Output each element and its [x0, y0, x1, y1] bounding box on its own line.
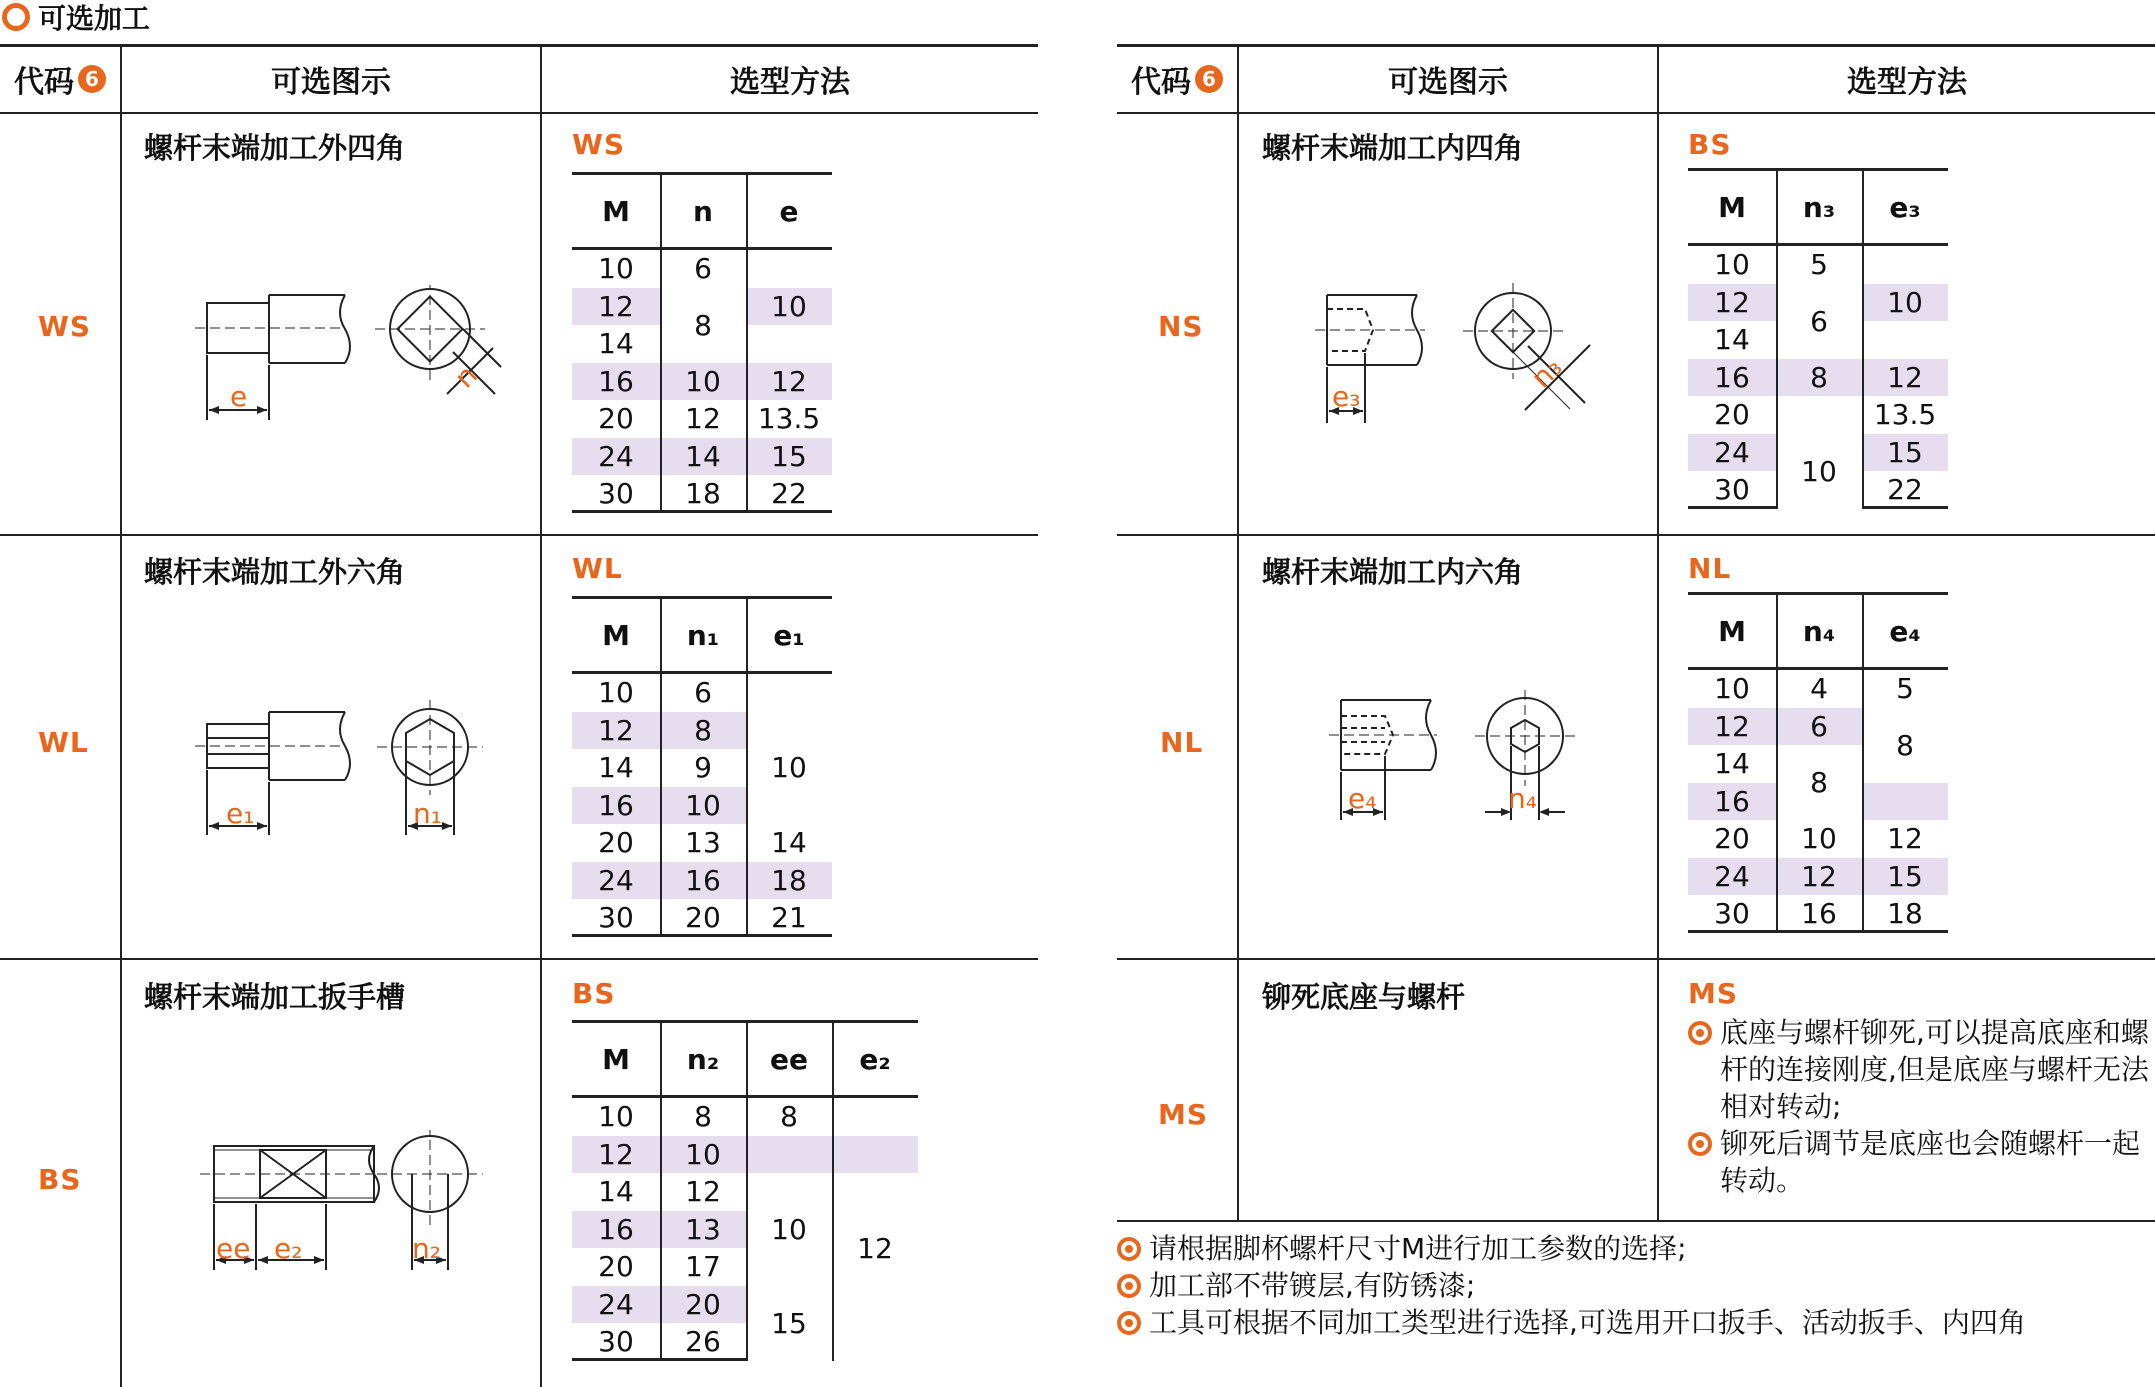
table-col-header: e₃ — [1889, 190, 1921, 224]
table-cell: 16 — [598, 1212, 634, 1246]
section-title-text: 可选加工 — [38, 2, 151, 35]
right-col-divider-1 — [1237, 44, 1239, 1220]
code-ws: WS — [38, 310, 92, 343]
table-col-header: e — [779, 194, 799, 228]
method-code-bs: BS — [572, 977, 616, 1010]
desc-ns: 螺杆末端加工内四角 — [1262, 131, 1524, 165]
right-bottom-border — [1117, 1220, 2155, 1222]
table-cell: 18 — [685, 477, 721, 511]
table-cell: 15 — [771, 439, 807, 473]
table-cell: 14 — [1714, 323, 1750, 357]
table-cell: 4 — [1810, 672, 1828, 706]
table-cell: 12 — [685, 1175, 721, 1209]
table-col-header: M — [1718, 614, 1746, 648]
table-ws — [572, 172, 832, 513]
table-cell: 22 — [1887, 473, 1923, 507]
table-cell: 10 — [598, 676, 634, 710]
dim-label-e1: e₁ — [226, 797, 255, 830]
left-header-code — [0, 46, 120, 112]
table-cell: 16 — [1714, 360, 1750, 394]
table-cell: 30 — [1714, 897, 1750, 931]
table-cell: 14 — [598, 1175, 634, 1209]
method-code-ws: WS — [572, 128, 626, 161]
table-col-header: n₂ — [686, 1042, 720, 1076]
table-cell: 13 — [685, 1212, 721, 1246]
bullet-icon — [1117, 1311, 1141, 1335]
right-header-border — [1117, 112, 2155, 114]
left-header-border — [0, 112, 1038, 114]
table-cell: 12 — [857, 1231, 893, 1265]
table-cell: 21 — [771, 901, 807, 935]
left-col-divider-1 — [120, 44, 122, 1387]
code-ms: MS — [1158, 1098, 1209, 1131]
table-cell: 24 — [598, 863, 634, 897]
dim-label-n2: n₂ — [412, 1232, 441, 1265]
table-cell: 12 — [1887, 822, 1923, 856]
table-cell: 26 — [685, 1325, 721, 1359]
table-cell: 8 — [780, 1100, 798, 1134]
table-cell: 12 — [1714, 285, 1750, 319]
table-cell: 16 — [1801, 897, 1837, 931]
header-code-num: 6 — [1195, 65, 1223, 93]
table-cell: 10 — [1714, 248, 1750, 282]
table-wl — [572, 596, 832, 937]
table-cell: 22 — [771, 477, 807, 511]
table-cell: 13 — [685, 826, 721, 860]
desc-wl: 螺杆末端加工外六角 — [144, 555, 406, 589]
table-cell: 15 — [771, 1306, 807, 1340]
table-cell: 10 — [685, 788, 721, 822]
footnotes — [1117, 1230, 2155, 1341]
table-cell: 14 — [598, 327, 634, 361]
table-cell: 18 — [1887, 897, 1923, 931]
table-cell: 20 — [685, 1287, 721, 1321]
code-wl: WL — [38, 726, 89, 759]
table-cell: 15 — [1887, 859, 1923, 893]
table-col-header: n₁ — [686, 618, 720, 652]
table-cell: 12 — [598, 713, 634, 747]
code-ns: NS — [1158, 310, 1204, 343]
ms-bullet-2 — [1688, 1125, 2153, 1199]
code-bs: BS — [38, 1163, 82, 1196]
table-cell: 10 — [771, 1212, 807, 1246]
table-cell: 10 — [771, 289, 807, 323]
table-cell: 12 — [1714, 709, 1750, 743]
method-code-ms: MS — [1688, 977, 1739, 1010]
ms-bullet-1 — [1688, 1014, 2153, 1125]
table-cell: 24 — [598, 439, 634, 473]
table-cell: 20 — [598, 826, 634, 860]
table-cell: 10 — [598, 1100, 634, 1134]
table-cell: 20 — [598, 402, 634, 436]
table-cell: 12 — [598, 289, 634, 323]
bullet-icon — [1117, 1274, 1141, 1298]
table-cell: 8 — [694, 713, 712, 747]
drawing-nl — [1325, 690, 1585, 840]
table-col-header: M — [1718, 190, 1746, 224]
table-cell: 10 — [598, 252, 634, 286]
table-cell: 24 — [1714, 859, 1750, 893]
table-cell: 10 — [685, 364, 721, 398]
right-header-method: 选型方法 — [1847, 65, 1967, 100]
table-cell: 10 — [1801, 454, 1837, 488]
table-ns — [1688, 168, 1948, 509]
table-cell: 12 — [598, 1137, 634, 1171]
bullet-icon — [1688, 1021, 1712, 1045]
table-col-header: n₄ — [1802, 614, 1836, 648]
method-code-ns: BS — [1688, 128, 1732, 161]
table-cell: 30 — [1714, 473, 1750, 507]
left-header-figure: 可选图示 — [271, 65, 391, 100]
table-cell: 20 — [1714, 398, 1750, 432]
table-cell: 9 — [694, 751, 712, 785]
dim-label-e3: e₃ — [1332, 380, 1361, 413]
table-cell: 8 — [694, 308, 712, 342]
table-col-header: M — [602, 1042, 630, 1076]
table-cell: 10 — [685, 1137, 721, 1171]
table-col-header: M — [602, 194, 630, 228]
section-title — [0, 0, 150, 34]
table-cell: 16 — [598, 788, 634, 822]
dim-label-ee: ee — [216, 1232, 251, 1265]
table-cell: 12 — [1801, 859, 1837, 893]
table-cell: 12 — [771, 364, 807, 398]
table-cell: 10 — [1714, 672, 1750, 706]
footnote-text-2: 加工部不带镀层,有防锈漆; — [1149, 1269, 1476, 1302]
table-cell: 5 — [1810, 248, 1828, 282]
table-cell: 20 — [1714, 822, 1750, 856]
ms-bullet-text-2: 铆死后调节是底座也会随螺杆一起转动。 — [1720, 1127, 2141, 1197]
table-cell: 20 — [598, 1250, 634, 1284]
table-cell: 24 — [1714, 435, 1750, 469]
table-cell: 5 — [1896, 672, 1914, 706]
table-cell: 10 — [1801, 822, 1837, 856]
table-cell: 8 — [1810, 360, 1828, 394]
table-cell: 17 — [685, 1250, 721, 1284]
table-cell: 14 — [685, 439, 721, 473]
dim-label-e2: e₂ — [274, 1232, 303, 1265]
table-cell: 16 — [685, 863, 721, 897]
code-nl: NL — [1160, 726, 1204, 759]
header-code-label: 代码 — [14, 65, 74, 100]
dim-label-n3: n₃ — [1524, 350, 1569, 395]
footnote-1 — [1117, 1230, 2155, 1267]
table-col-header: ee — [770, 1042, 808, 1076]
table-cell: 13.5 — [1873, 398, 1937, 432]
ms-bullet-text-1: 底座与螺杆铆死,可以提高底座和螺杆的连接刚度,但是底座与螺杆无法相对转动; — [1720, 1016, 2149, 1123]
table-cell: 13.5 — [757, 402, 821, 436]
table-cell: 20 — [685, 901, 721, 935]
left-row-divider-1 — [0, 534, 1038, 536]
footnote-text-1: 请根据脚杯螺杆尺寸M进行加工参数的选择; — [1149, 1232, 1687, 1265]
left-header-method: 选型方法 — [730, 65, 850, 100]
dim-label-n1: n₁ — [413, 797, 442, 830]
bullet-icon — [1117, 1237, 1141, 1261]
table-cell: 15 — [1887, 435, 1923, 469]
table-cell: 16 — [1714, 784, 1750, 818]
table-col-header: e₂ — [859, 1042, 891, 1076]
right-row-divider-2 — [1117, 958, 2155, 960]
table-col-header: e₁ — [773, 618, 805, 652]
dim-label-e4: e₄ — [1348, 782, 1377, 815]
header-code-num: 6 — [78, 65, 106, 93]
right-col-divider-2 — [1657, 44, 1659, 1220]
desc-ms: 铆死底座与螺杆 — [1262, 980, 1466, 1014]
right-header-figure: 可选图示 — [1388, 65, 1508, 100]
table-cell: 6 — [694, 252, 712, 286]
bullet-icon — [1688, 1132, 1712, 1156]
table-cell: 6 — [694, 676, 712, 710]
desc-nl: 螺杆末端加工内六角 — [1262, 555, 1524, 589]
table-cell: 30 — [598, 477, 634, 511]
dim-label-n: n — [447, 358, 484, 395]
table-col-header: e₄ — [1889, 614, 1921, 648]
table-col-header: n₃ — [1802, 190, 1836, 224]
method-code-nl: NL — [1688, 552, 1732, 585]
table-cell: 10 — [771, 751, 807, 785]
table-cell: 16 — [598, 364, 634, 398]
table-cell: 14 — [598, 751, 634, 785]
left-row-divider-2 — [0, 958, 1038, 960]
table-cell: 12 — [685, 402, 721, 436]
table-cell: 10 — [1887, 285, 1923, 319]
dim-label-n4: n₄ — [1508, 782, 1537, 815]
table-cell: 8 — [1896, 728, 1914, 762]
footnote-3 — [1117, 1304, 2155, 1341]
table-col-header: n — [693, 194, 713, 228]
table-bs — [572, 1020, 918, 1361]
left-col-divider-2 — [540, 44, 542, 1387]
ms-bullets — [1688, 1014, 2153, 1199]
desc-ws: 螺杆末端加工外四角 — [144, 131, 406, 165]
right-header-code — [1117, 46, 1237, 112]
table-cell: 14 — [1714, 747, 1750, 781]
table-cell: 8 — [694, 1100, 712, 1134]
method-code-wl: WL — [572, 552, 623, 585]
dim-label-e: e — [230, 380, 248, 413]
table-cell: 30 — [598, 901, 634, 935]
table-nl — [1688, 592, 1948, 933]
table-col-header: M — [602, 618, 630, 652]
footnote-text-3: 工具可根据不同加工类型进行选择,可选用开口扳手、活动扳手、内四角 — [1149, 1306, 2026, 1339]
table-cell: 6 — [1810, 304, 1828, 338]
table-cell: 8 — [1810, 766, 1828, 799]
ring-icon — [2, 3, 30, 31]
table-cell: 14 — [771, 826, 807, 860]
table-cell: 12 — [1887, 360, 1923, 394]
footnote-2 — [1117, 1267, 2155, 1304]
table-cell: 18 — [771, 863, 807, 897]
right-row-divider-1 — [1117, 534, 2155, 536]
table-cell: 6 — [1810, 709, 1828, 743]
desc-bs: 螺杆末端加工扳手槽 — [144, 980, 406, 1014]
table-cell: 30 — [598, 1325, 634, 1359]
table-cell: 24 — [598, 1287, 634, 1321]
header-code-label: 代码 — [1131, 65, 1191, 100]
